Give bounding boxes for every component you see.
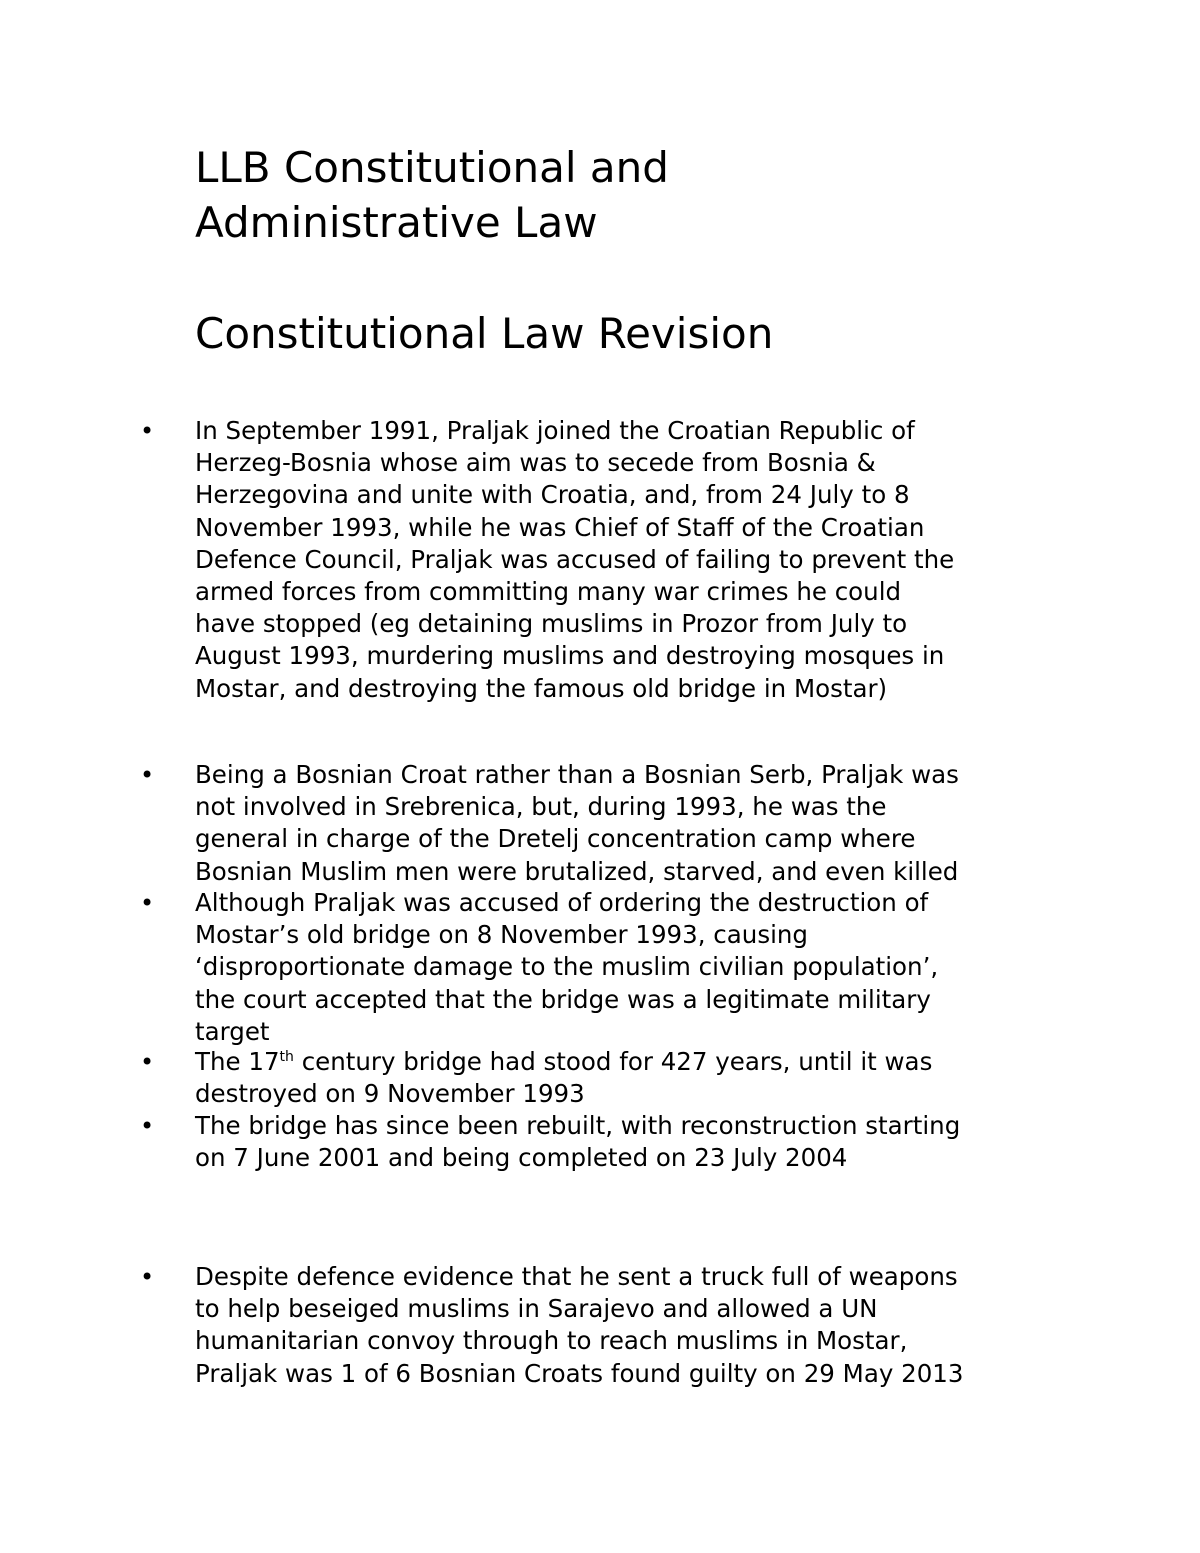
bullet-icon: • xyxy=(140,1263,155,1291)
list-item-text: In September 1991, Praljak joined the Croatian Republic of Herzeg-Bosnia whose aim was to secede from Bosnia & Herzegovina and unite with Croatia, and, from 24 July to 8 November 1993, while he was Chief of Staff of the Croatian Defence Council, Praljak was accused of failing to prevent the armed forces from committing many war crimes he could have stopped (eg detaining muslims in Prozor from July to August 1993, murdering muslims and destroying mosques in Mostar, and destroying the famous old bridge in Mostar) xyxy=(195,416,955,703)
bullet-icon: • xyxy=(140,1112,155,1140)
document-subtitle: Constitutional Law Revision xyxy=(195,309,774,358)
bullet-icon: • xyxy=(140,417,155,445)
superscript-ordinal: th xyxy=(279,1048,294,1065)
list-item-text-part: The 17 xyxy=(195,1047,280,1076)
list-item-text: The bridge has since been rebuilt, with reconstruction starting on 7 June 2001 and being completed on 23 July 2004 xyxy=(195,1111,961,1173)
list-item-text-part: century bridge had stood for 427 years, until it was destroyed on 9 November 1993 xyxy=(195,1047,933,1109)
document-title: LLB Constitutional and Administrative Law xyxy=(195,143,669,247)
list-item-text: Although Praljak was accused of ordering the destruction of Mostar’s old bridge on 8 November 1993, causing ‘disproportionate damage to the muslim civilian population’, the court accepted that the bridge was a legitimate military target xyxy=(195,888,939,1046)
bullet-icon: • xyxy=(140,761,155,789)
bullet-icon: • xyxy=(140,889,155,917)
list-item-text xyxy=(195,1046,1075,1110)
bullet-icon: • xyxy=(140,1048,155,1076)
list-item-text: Despite defence evidence that he sent a truck full of weapons to help beseiged muslims in Sarajevo and allowed a UN humanitarian convoy through to reach muslims in Mostar, Praljak was 1 of 6 Bosnian Croats found guilty on 29 May 2013 xyxy=(195,1262,964,1388)
list-item-text: Being a Bosnian Croat rather than a Bosnian Serb, Praljak was not involved in Srebrenica, but, during 1993, he was the general in charge of the Dretelj concentration camp where Bosnian Muslim men were brutalized, starved, and even killed xyxy=(195,760,959,886)
